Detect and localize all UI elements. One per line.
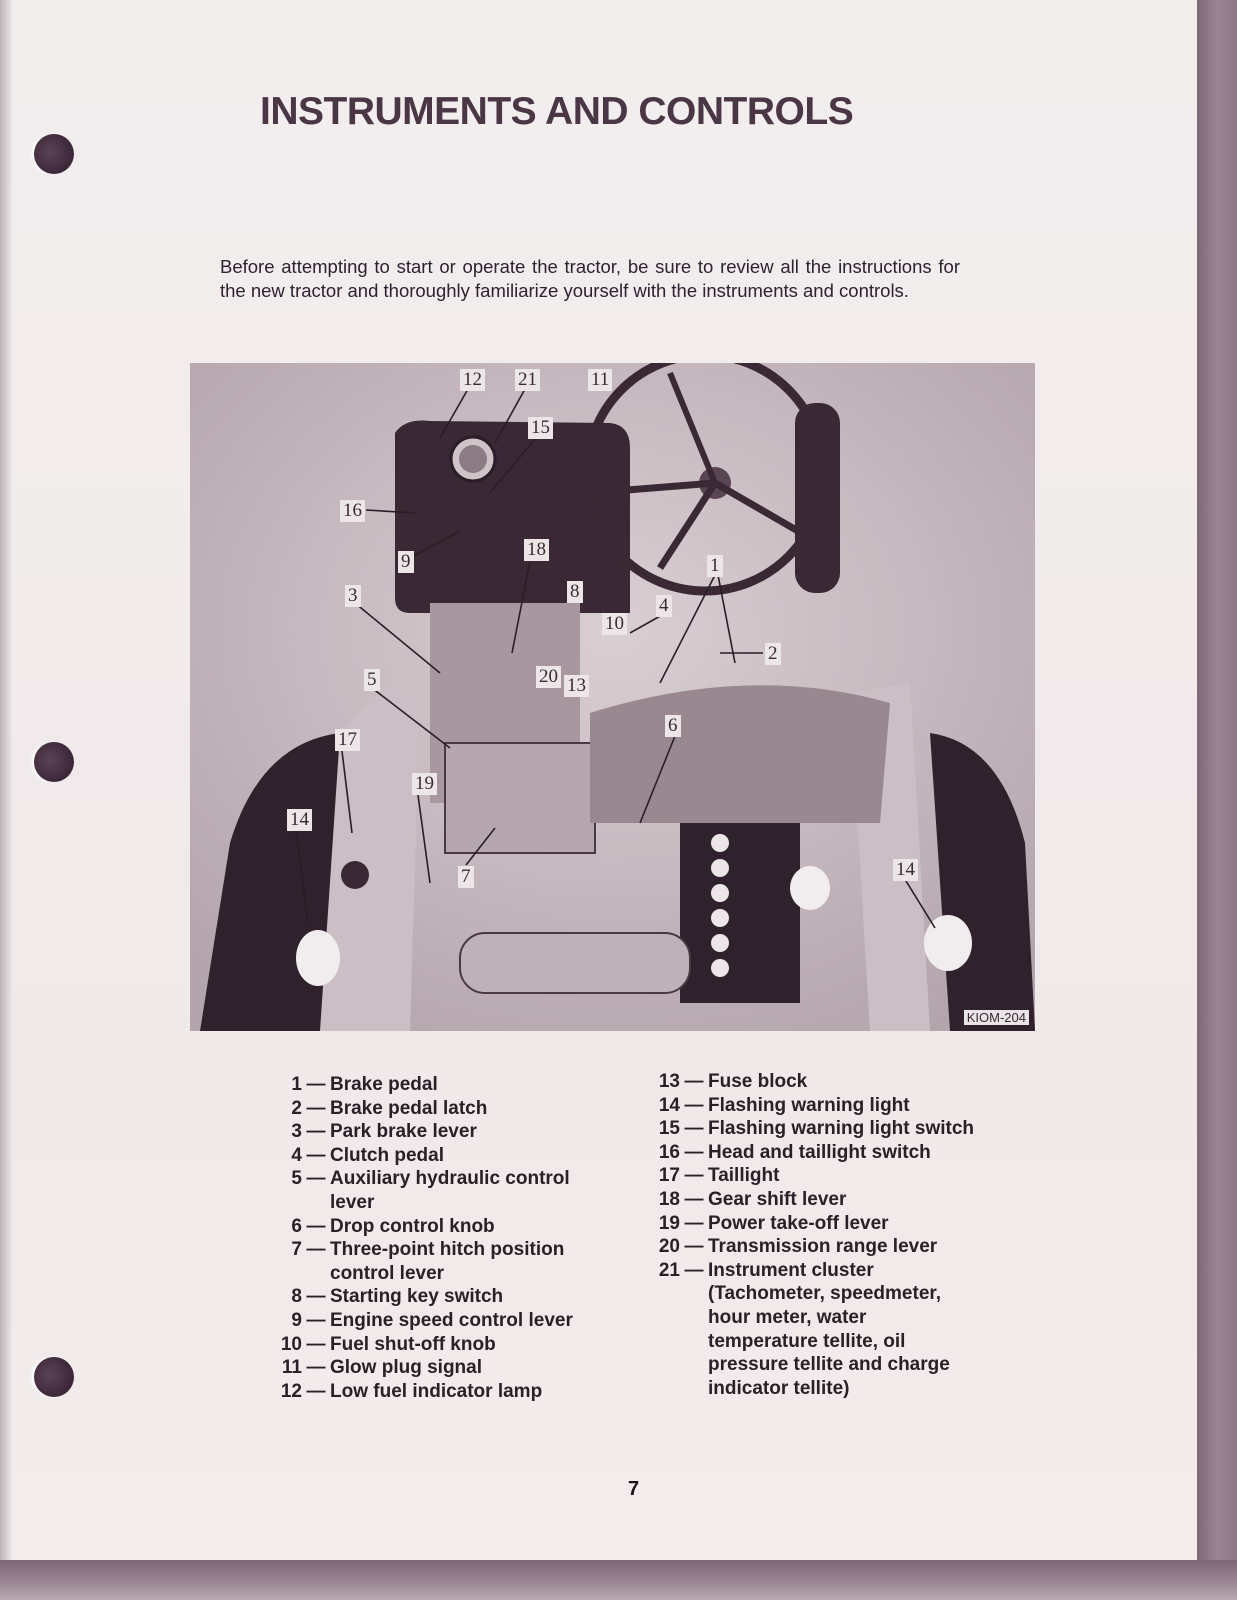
legend-item: 2 — Brake pedal latch xyxy=(291,1097,488,1119)
figure-callout-label: 18 xyxy=(524,539,549,561)
figure-callout-label: 17 xyxy=(335,729,360,751)
legend-item: 17 — Taillight xyxy=(658,1165,780,1187)
figure-callout-label: 7 xyxy=(458,866,474,888)
legend-item: 16 — Head and taillight switch xyxy=(658,1141,931,1163)
legend-item: 7 — Three-point hitch position control lever xyxy=(291,1239,565,1284)
figure-callout-label: 12 xyxy=(460,369,485,391)
page-bottom-shadow xyxy=(0,1560,1237,1600)
figure-callout-label: 5 xyxy=(364,669,380,691)
legend-item: 6 — Drop control knob xyxy=(291,1215,495,1237)
figure-callout-label: 14 xyxy=(893,859,918,881)
page-edge-shadow xyxy=(1197,0,1237,1600)
figure-callout-label: 1 xyxy=(707,555,723,577)
figure-callout-label: 13 xyxy=(564,675,589,697)
legend-item: 19 — Power take-off lever xyxy=(658,1212,889,1234)
figure-callout-label: 19 xyxy=(412,773,437,795)
binding-shadow xyxy=(0,0,12,1560)
figure-callout-label: 4 xyxy=(656,595,672,617)
figure-callout-label: 20 xyxy=(536,666,561,688)
legend-item: 8 — Starting key switch xyxy=(291,1286,504,1308)
figure-callout-label: 21 xyxy=(515,369,540,391)
figure-callout-label: 6 xyxy=(665,715,681,737)
figure-callout-label: 8 xyxy=(567,581,583,603)
legend-item: 1 — Brake pedal xyxy=(291,1074,438,1095)
legend-item: 21 — Instrument cluster (Tachometer, speedmeter, hour meter, water temperature tellite, oil pressure tellite and charge indicator tellite) xyxy=(658,1259,950,1399)
legend-item: 12 — Low fuel indicator lamp xyxy=(280,1380,543,1402)
legend-item: 4 — Clutch pedal xyxy=(291,1144,445,1166)
tractor-controls-photo xyxy=(190,363,1035,1031)
figure-callout-label: 15 xyxy=(528,417,553,439)
figure-callout-label: 9 xyxy=(398,551,414,573)
page-number: 7 xyxy=(628,1478,640,1500)
binder-hole-icon xyxy=(34,1357,74,1397)
legend-item: 5 — Auxiliary hydraulic control lever xyxy=(291,1168,570,1213)
legend-item: 10 — Fuel shut-off knob xyxy=(280,1333,496,1355)
figure-code: KIOM-204 xyxy=(964,1010,1029,1025)
legend-item: 11 — Glow plug signal xyxy=(281,1357,482,1379)
legend-item: 3 — Park brake lever xyxy=(291,1121,477,1143)
tractor-illustration xyxy=(190,363,1035,1031)
figure-callout-label: 3 xyxy=(345,585,361,607)
intro-paragraph: Before attempting to start or operate the tractor, be sure to review all the instructions for the new tractor and thoroughly familiarize yourself with the instruments and controls. xyxy=(220,256,960,301)
legend-item: 20 — Transmission range lever xyxy=(658,1236,938,1258)
legend-item: 15 — Flashing warning light switch xyxy=(658,1118,975,1140)
figure-callout-label: 10 xyxy=(602,613,627,635)
legend-item: 14 — Flashing warning light xyxy=(658,1094,910,1116)
figure-callout-label: 11 xyxy=(588,369,612,391)
legend-item: 18 — Gear shift lever xyxy=(658,1188,847,1210)
binder-hole-icon xyxy=(34,742,74,782)
legend-left xyxy=(262,1073,592,1403)
figure-callout-label: 16 xyxy=(340,500,365,522)
figure-callout-label: 2 xyxy=(765,643,781,665)
legend-right xyxy=(648,1070,1008,1400)
figure-callout-label: 14 xyxy=(287,809,312,831)
page-title: INSTRUMENTS AND CONTROLS xyxy=(260,90,854,133)
legend-item: 13 — Fuse block xyxy=(658,1071,808,1092)
legend-item: 9 — Engine speed control lever xyxy=(291,1309,573,1331)
binder-hole-icon xyxy=(34,134,74,174)
